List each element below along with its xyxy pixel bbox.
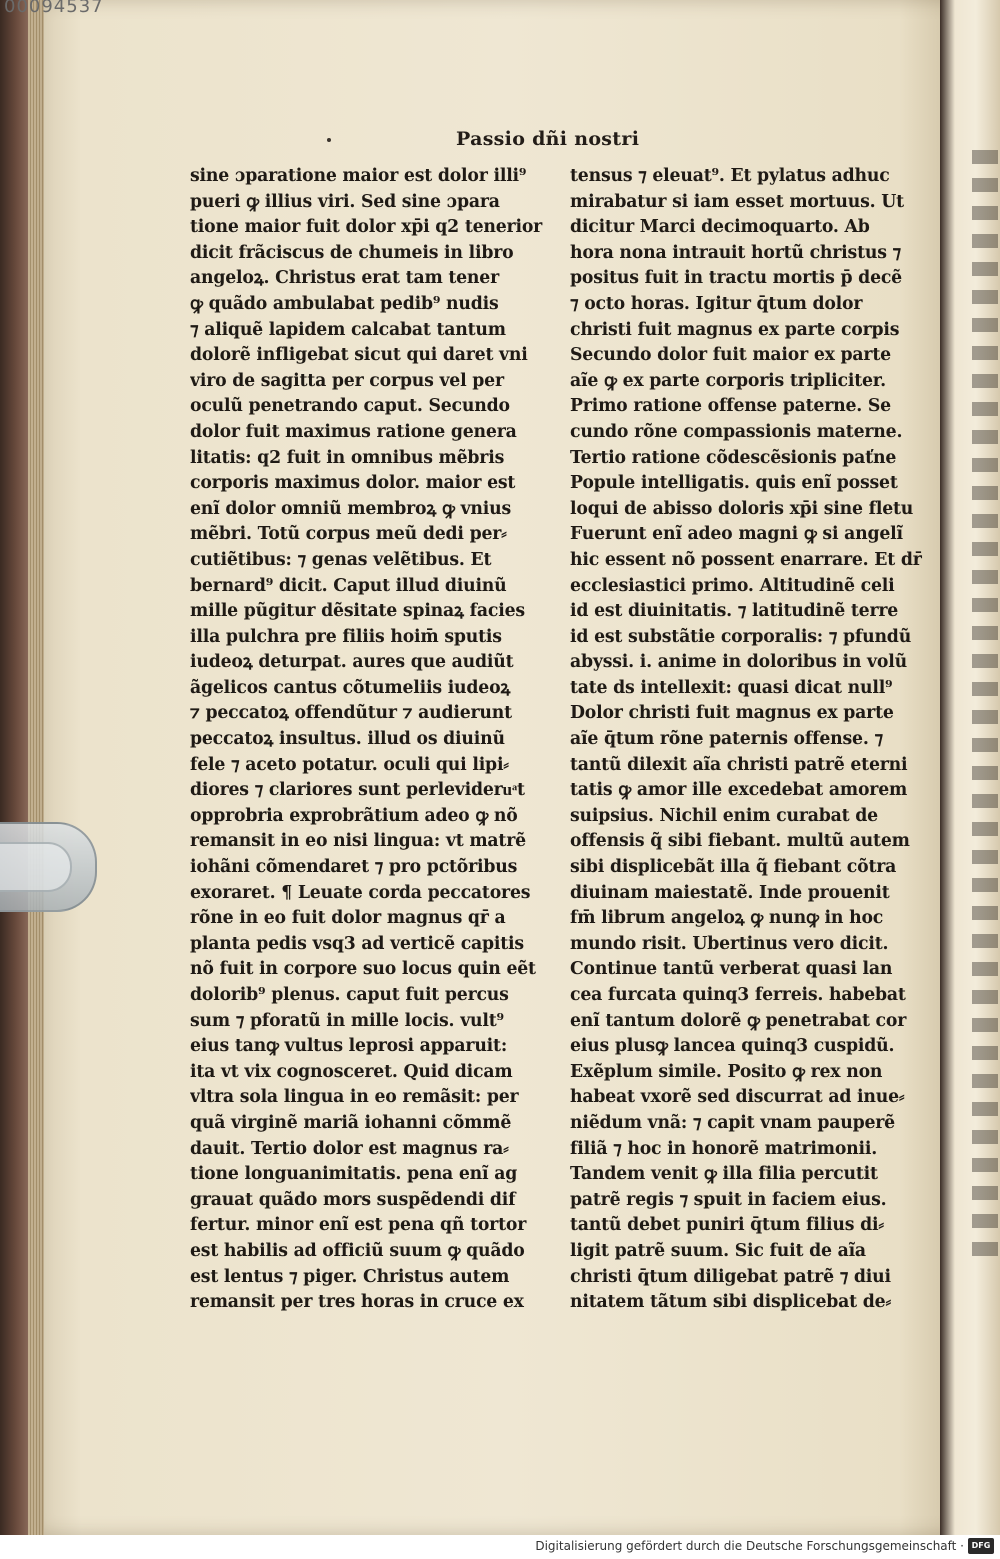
- left-column-line: viro de sagitta per corpus vel per: [190, 370, 504, 391]
- right-column-line: christi fuit magnus ex parte corpis: [570, 319, 900, 340]
- left-column-line: planta pedis vsq3 ad verticẽ capitis: [190, 933, 524, 954]
- right-column-line: eius plusꝙ lancea quinq3 cuspidũ.: [570, 1036, 895, 1057]
- left-column-line: rõne in eo fuit dolor magnus qr̄ a: [190, 908, 506, 929]
- right-column-line: hora nona intrauit hortũ christus ⁊: [570, 242, 901, 263]
- left-column-line: enĩ dolor omniũ membroꝝ ꝙ vnius: [190, 498, 512, 519]
- right-column-line: ⁊ octo horas. Igitur q̄tum dolor: [570, 293, 863, 314]
- right-column-line: enĩ tantum dolorẽ ꝙ penetrabat cor: [570, 1010, 907, 1031]
- right-column-line: Dolor christi fuit magnus ex parte: [570, 703, 894, 724]
- right-column-line: fm̄ librum angeloꝝ ꝙ nunꝙ in hoc: [570, 908, 884, 929]
- right-column-line: loqui de abisso doloris xp̄i sine fletu: [570, 498, 914, 519]
- left-column-line: nõ fuit in corpore suo locus quin eẽt: [190, 959, 536, 980]
- footer-credit: Digitalisierung gefördert durch die Deutsche Forschungsgemeinschaft ·: [535, 1539, 964, 1553]
- footer-bar: [0, 1535, 1000, 1559]
- right-column-line: Exẽplum simile. Posito ꝙ rex non: [570, 1061, 883, 1082]
- right-column-line: mundo risit. Ubertinus vero dicit.: [570, 933, 889, 954]
- right-column-line: suipsius. Nichil enim curabat de: [570, 805, 878, 826]
- right-column-line: ecclesiastici primo. Altitudinẽ celi: [570, 575, 895, 596]
- right-column-line: dicitur Marci decimoquarto. Ab: [570, 217, 870, 238]
- right-column-line: ligit patrẽ suum. Sic fuit de aĩa: [570, 1240, 866, 1261]
- left-column-line: diores ⁊ clariores sunt perlevideruͣt: [190, 780, 525, 801]
- facing-page-text-edge: [972, 150, 998, 1270]
- right-column-line: mirabatur si iam esset mortuus. Ut: [570, 191, 904, 212]
- right-column-line: offensis q̃ sibi fiebant. multũ autem: [570, 831, 910, 852]
- right-text-column: [570, 164, 932, 1316]
- right-column-line: tantũ dilexit aĩa christi patrẽ eterni: [570, 754, 908, 775]
- right-column-line: cea furcata quinq3 ferreis. habebat: [570, 985, 906, 1005]
- running-head: Passio dñi nostri: [456, 128, 640, 150]
- right-column-line: hic essent nõ possent enarrare. Et dr̄: [570, 549, 922, 570]
- right-column-line: aĩe q̄tum rõne paternis offense. ⁊: [570, 729, 883, 750]
- right-column-line: id est substãtie corporalis: ⁊ pfundũ: [570, 626, 912, 647]
- right-column-line: Tandem venit ꝙ illa filia percutit: [570, 1164, 878, 1185]
- left-column-line: iohãni cõmendaret ⁊ pro pctõribus: [190, 857, 518, 878]
- left-column-line: ⁊ aliquẽ lapidem calcabat tantum: [190, 319, 506, 340]
- right-column-line: nitatem tãtum sibi displicebat de⸗: [570, 1292, 891, 1313]
- right-column-line: Primo ratione offense paterne. Se: [570, 396, 891, 417]
- left-column-line: dolorẽ infligebat sicut qui daret vni: [190, 345, 528, 366]
- left-column-line: dolor fuit maximus ratione genera: [190, 421, 517, 442]
- left-column-line: mẽbri. Totũ corpus meũ dedi per⸗: [190, 524, 507, 545]
- right-column-line: filiã ⁊ hoc in honorẽ matrimonii.: [570, 1138, 878, 1159]
- left-column-line: litatis: q2 fuit in omnibus mẽbris: [190, 447, 505, 468]
- right-column-line: abyssi. i. anime in doloribus in volũ: [570, 652, 907, 673]
- right-column-line: tensus ⁊ eleuat⁹. Et pylatus adhuc: [570, 166, 890, 186]
- left-column-line: fertur. minor enĩ est pena qñ tortor: [190, 1215, 527, 1236]
- left-column-line: ꝙ quãdo ambulabat pedib⁹ nudis: [190, 293, 499, 314]
- right-column-line: diuinam maiestatẽ. Inde prouenit: [570, 882, 890, 903]
- right-column-line: niẽdum vnã: ⁊ capit vnam pauperẽ: [570, 1112, 895, 1133]
- left-column-line: tione maior fuit dolor xp̄i q2 tenerior: [190, 217, 543, 238]
- right-column-line: Popule intelligatis. quis enĩ posset: [570, 473, 898, 494]
- dfg-logo: DFG: [968, 1538, 994, 1554]
- left-column-line: bernard⁹ dicit. Caput illud diuinũ: [190, 575, 507, 596]
- left-column-line: pueri ꝙ illius viri. Sed sine ɔpara: [190, 191, 500, 212]
- right-column-line: cundo rõne compassionis materne.: [570, 421, 903, 442]
- left-column-line: fele ⁊ aceto potatur. oculi qui lipi⸗: [190, 754, 509, 775]
- right-column-line: positus fuit in tractu mortis p̄ decẽ: [570, 268, 902, 289]
- right-column-line: tate ds intellexit: quasi dicat null⁹: [570, 677, 893, 698]
- left-column-line: vltra sola lingua in eo remãsit: per: [190, 1087, 519, 1108]
- right-column-line: Continue tantũ verberat quasi lan: [570, 959, 893, 980]
- right-column-line: id est diuinitatis. ⁊ latitudinẽ terre: [570, 601, 899, 622]
- left-column-line: tione longuanimitatis. pena enĩ ag: [190, 1164, 518, 1185]
- left-column-line: grauat quãdo mors suspẽdendi dif: [190, 1189, 516, 1210]
- left-column-line: mille pũgitur dẽsitate spinaꝝ facies: [190, 601, 525, 622]
- left-column-line: dauit. Tertio dolor est magnus ra⸗: [190, 1138, 509, 1159]
- left-column-line: sum ⁊ pforatũ in mille locis. vult⁹: [190, 1010, 504, 1031]
- left-column-line: ita vt vix cognosceret. Quid dicam: [190, 1061, 513, 1082]
- right-column-line: patrẽ regis ⁊ spuit in faciem eius.: [570, 1189, 887, 1210]
- left-column-line: angeloꝝ. Christus erat tam tener: [190, 268, 499, 289]
- right-column-line: habeat vxorẽ sed discurrat ad inue⸗: [570, 1087, 905, 1108]
- left-column-line: opprobria exprobrãtium adeo ꝙ nõ: [190, 805, 518, 826]
- left-column-line: oculũ penetrando caput. Secundo: [190, 396, 510, 417]
- left-column-line: sine ɔparatione maior est dolor illi⁹: [190, 166, 527, 186]
- left-column-line: dolorib⁹ plenus. caput fuit percus: [190, 985, 509, 1005]
- left-column-line: iudeoꝝ deturpat. aures que audiũt: [190, 652, 514, 673]
- right-column-line: tatis ꝙ amor ille excedebat amorem: [570, 780, 908, 801]
- right-column-line: sibi displicebãt illa q̃ fiebant cõtra: [570, 857, 897, 878]
- left-column-line: ãgelicos cantus cõtumeliis iudeoꝝ: [190, 677, 511, 698]
- page-clip-inner: [0, 842, 72, 892]
- right-column-line: Fuerunt enĩ adeo magni ꝙ si angelĩ: [570, 524, 903, 545]
- left-column-line: est lentus ⁊ piger. Christus autem: [190, 1266, 510, 1287]
- left-column-line: exoraret. ¶ Leuate corda peccatores: [190, 882, 531, 903]
- left-column-line: illa pulchra pre filiis hoim̄ sputis: [190, 626, 502, 647]
- right-column-line: Tertio ratione cõdescẽsionis paťne: [570, 447, 897, 468]
- left-column-line: remansit in eo nisi lingua: vt matrẽ: [190, 831, 526, 852]
- left-text-column: [190, 164, 560, 1316]
- left-column-line: quã virginẽ mariã iohanni cõmmẽ: [190, 1112, 512, 1133]
- right-column-line: tantũ debet puniri q̄tum filius di⸗: [570, 1215, 884, 1236]
- left-column-line: cutiẽtibus: ⁊ genas velẽtibus. Et: [190, 549, 492, 570]
- right-column-line: Secundo dolor fuit maior ex parte: [570, 345, 891, 366]
- sheet-id: 00094537: [4, 0, 104, 17]
- left-column-line: corporis maximus dolor. maior est: [190, 473, 516, 494]
- left-column-line: est habilis ad officiũ suum ꝙ quãdo: [190, 1240, 525, 1261]
- head-dot: [327, 138, 331, 142]
- right-column-line: christi q̄tum diligebat patrẽ ⁊ diui: [570, 1266, 891, 1287]
- right-column-line: aĩe ꝙ ex parte corporis tripliciter.: [570, 370, 886, 391]
- left-column-line: ⁊ peccatoꝝ offendũtur ⁊ audierunt: [190, 703, 512, 724]
- left-column-line: dicit frãciscus de chumeis in libro: [190, 242, 514, 263]
- left-column-line: peccatoꝝ insultus. illud os diuinũ: [190, 729, 505, 750]
- left-column-line: eius tanꝙ vultus leprosi apparuit:: [190, 1036, 508, 1057]
- left-column-line: remansit per tres horas in cruce ex: [190, 1292, 524, 1313]
